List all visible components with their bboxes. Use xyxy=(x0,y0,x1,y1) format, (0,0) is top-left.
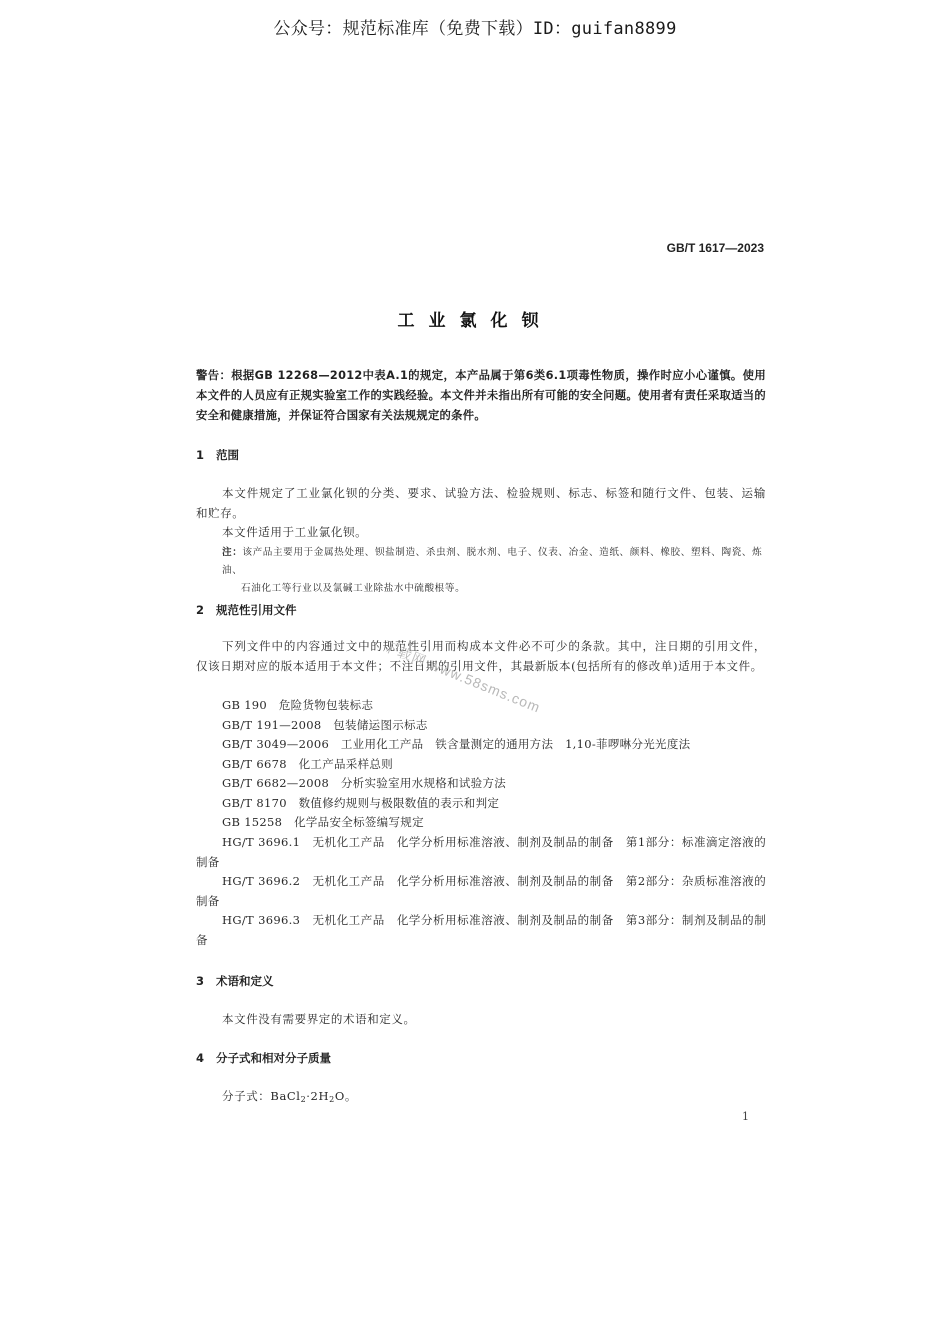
reference-item: GB/T 3049—2006 工业用化工产品 铁含量测定的通用方法 1,10-菲啰啉分光光度法 xyxy=(222,737,691,751)
section-4-title: 分子式和相对分子质量 xyxy=(216,1051,331,1065)
molecular-formula xyxy=(196,1087,766,1110)
reference-item-long: HG/T 3696.2 无机化工产品 化学分析用标准溶液、制剂及制品的制备 第2部分：杂质标准溶液的制备 xyxy=(196,874,766,908)
section-2-title: 规范性引用文件 xyxy=(216,603,297,617)
watermark-text: 下载网 www.58sms.com xyxy=(381,637,543,716)
note-label: 注： xyxy=(222,547,243,558)
section-4-number: 4 xyxy=(196,1051,205,1065)
note-line-1: 该产品主要用于金属热处理、钡盐制造、杀虫剂、脱水剂、电子、仪表、冶金、造纸、颜料、橡胶、塑料、陶瓷、炼油、 xyxy=(222,547,763,576)
section-1-title: 范围 xyxy=(216,448,239,462)
page-number: 1 xyxy=(742,1110,749,1123)
formula-label: 分子式：BaCl xyxy=(222,1089,301,1103)
formula-subscript: 2 xyxy=(300,1095,307,1104)
section-3-paragraph: 本文件没有需要界定的术语和定义。 xyxy=(222,1012,416,1026)
section-3-number: 3 xyxy=(196,974,205,988)
document-title: 工业氯化钡 xyxy=(397,311,553,331)
reference-item: GB/T 191—2008 包装储运图示标志 xyxy=(222,718,428,732)
header-note: 公众号：规范标准库（免费下载）ID：guifan8899 xyxy=(273,19,677,39)
reference-item: GB/T 8170 数值修约规则与极限数值的表示和判定 xyxy=(222,796,500,810)
reference-item-long: HG/T 3696.1 无机化工产品 化学分析用标准溶液、制剂及制品的制备 第1部分：标准滴定溶液的制备 xyxy=(196,835,766,869)
reference-item: GB 190 危险货物包装标志 xyxy=(222,698,374,712)
reference-item: GB/T 6678 化工产品采样总则 xyxy=(222,757,394,771)
reference-item: GB/T 6682—2008 分析实验室用水规格和试验方法 xyxy=(222,776,507,790)
formula-end: O。 xyxy=(334,1089,357,1103)
section-3-title: 术语和定义 xyxy=(216,974,274,988)
section-1-paragraph-1: 本文件规定了工业氯化钡的分类、要求、试验方法、检验规则、标志、标签和随行文件、包装、运输和贮存。 xyxy=(196,486,766,520)
section-2-number: 2 xyxy=(196,603,205,617)
section-1-heading xyxy=(196,447,239,463)
reference-item-long: HG/T 3696.3 无机化工产品 化学分析用标准溶液、制剂及制品的制备 第3部分：制剂及制品的制备 xyxy=(196,913,766,947)
section-1-number: 1 xyxy=(196,448,205,462)
note-line-2: 石油化工等行业以及氯碱工业除盐水中硫酸根等。 xyxy=(241,583,466,594)
section-3-heading xyxy=(196,973,274,989)
formula-middle: ·2H xyxy=(306,1089,330,1103)
standard-code: GB/T 1617—2023 xyxy=(666,241,764,255)
section-2-heading xyxy=(196,602,297,618)
formula-subscript: 2 xyxy=(329,1095,335,1104)
section-2-intro: 下列文件中的内容通过文中的规范性引用而构成本文件必不可少的条款。其中，注日期的引用文件，仅该日期对应的版本适用于本文件；不注日期的引用文件，其最新版本(包括所有的修改单)适用于本文件。 xyxy=(196,639,766,673)
reference-item: GB 15258 化学品安全标签编写规定 xyxy=(222,815,424,829)
warning-paragraph: 警告：根据GB 12268—2012中表A.1的规定，本产品属于第6类6.1项毒性物质，操作时应小心谨慎。使用本文件的人员应有正规实验室工作的实践经验。本文件并未指出所有可能的安全问题。使用者有责任采取适当的安全和健康措施，并保证符合国家有关法规规定的条件。 xyxy=(196,369,766,422)
section-1-note xyxy=(222,544,766,598)
section-4-heading xyxy=(196,1050,331,1066)
section-1-paragraph-2: 本文件适用于工业氯化钡。 xyxy=(222,525,368,539)
